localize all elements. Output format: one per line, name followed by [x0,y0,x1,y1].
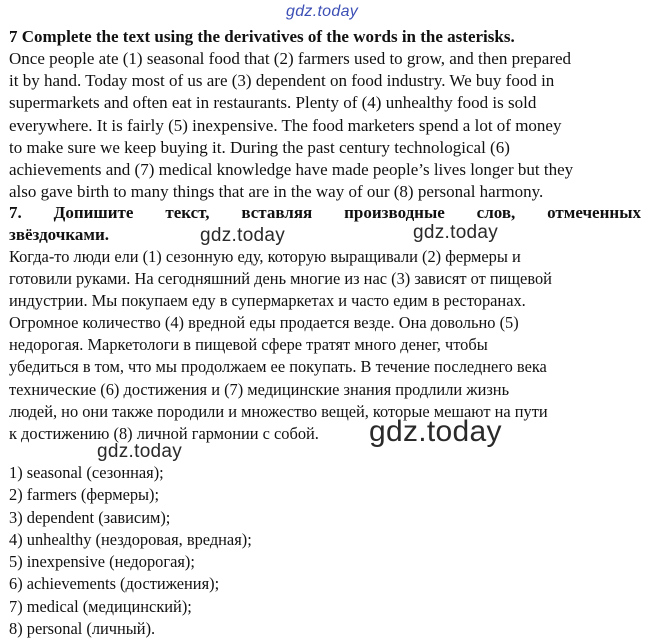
heading-ru-line-2: звёздочками. [9,225,109,244]
exercise-text-en [9,48,645,203]
text-line: also gave birth to many things that are in the way of our (8) personal harmony. [9,182,544,202]
text-line: to make sure we keep buying it. During the past century technological (6) [9,137,510,157]
heading-ru-line-1 [9,202,641,224]
watermark-lower-left: gdz.today [97,441,183,462]
heading-word: Допишите [53,203,134,222]
text-line: Огромное количество (4) вредной еды продается везде. Она довольно (5) [9,313,519,333]
answer-item: 4) unhealthy (нездоровая, вредная); [9,529,252,549]
heading-word: отмеченных [547,203,641,222]
answer-item: 7) medical (медицинский); [9,596,192,616]
answer-item: 1) seasonal (сезонная); [9,463,164,482]
text-line: индустрии. Мы покупаем еду в супермаркетах и часто едим в ресторанах. [9,291,526,311]
text-line: недорогая. Маркетологи в пищевой сфере тратят много денег, чтобы [9,335,488,355]
answer-item: 3) dependent (зависим); [9,507,171,527]
text-line: людей, но они также породили и множество вещей, которые мешают на пути [9,401,548,421]
answer-item: 6) achievements (достижения); [9,574,220,594]
watermark-top: gdz.today [286,3,359,20]
watermark-mid-left: gdz.today [200,225,286,246]
answer-item: 8) personal (личный). [9,619,156,639]
text-line: технические (6) достижения и (7) медицинские знания продлили жизнь [9,379,510,399]
answer-item: 5) inexpensive (недорогая); [9,552,195,572]
answer-list [9,462,252,640]
watermark-large: gdz.today [369,415,502,448]
text-line: к достижению (8) личной гармонии с собой. [9,423,319,443]
heading-word: текст, [165,203,210,222]
heading-word: вставляя [241,203,313,222]
exercise-heading-en: 7 Complete the text using the derivatives of the words in the asterisks. [9,27,515,46]
text-line: убедиться в том, что мы продолжаем ее покупать. В течение последнего века [9,357,547,377]
exercise-text-ru [9,246,645,445]
text-line: Once people ate (1) seasonal food that (2) farmers used to grow, and then prepared [9,49,572,68]
text-line: everywhere. It is fairly (5) inexpensive. The food marketers spend a lot of money [9,115,562,135]
exercise-heading-ru [9,202,641,246]
heading-word: слов, [476,203,516,222]
heading-word: производные [344,203,445,222]
answer-item: 2) farmers (фермеры); [9,485,160,505]
text-line: Когда-то люди ели (1) сезонную еду, которую выращивали (2) фермеры и [9,247,521,266]
text-line: supermarkets and often eat in restaurants. Plenty of (4) unhealthy food is sold [9,93,537,113]
text-line: achievements and (7) medical knowledge have made people’s lives longer but they [9,160,574,180]
text-line: готовили руками. На сегодняшний день многие из нас (3) зависят от пищевой [9,269,552,289]
watermark-mid-right: gdz.today [413,222,499,243]
text-line: it by hand. Today most of us are (3) dependent on food industry. We buy food in [9,71,555,91]
heading-word: 7. [9,203,22,222]
